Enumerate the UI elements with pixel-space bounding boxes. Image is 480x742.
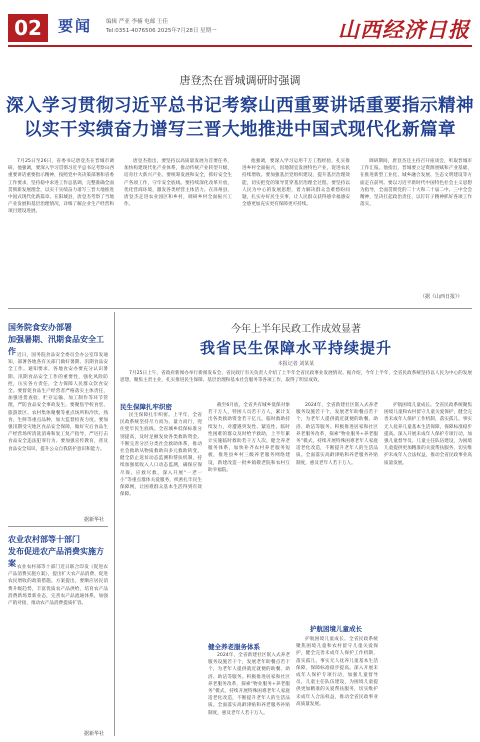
lead-paragraph: 他强调，要深入学习运用千万工程经验，扎实推进乡村全面振兴，因地制宜发展特色产业，促进农民持续增收。要加强基层党组织建设，提升基层治理效能，切实把党的领导贯穿基层治理全过程。要坚持以人民为中心的发展思想，着力解决群众急难愁盼问题，扎实办好民生实事，让人民群众获得感幸福感安全感更加充实更有保障更可持续。 <box>242 159 350 208</box>
main-paragraph: 护航困境儿童成长。全省民政系统聚焦困境儿童和农村留守儿童关爱保护，健全完善未成年人保护工作机制，落实孤儿、事实无人抚养儿童基本生活保障，保障标准稳步提高。深入开展未成年人保护专项行动，加强儿童督导员、儿童主任队伍建设，为困境儿童提供更加精准的关爱帮扶服务，切实维护未成年人合法权益，推动全省民政事业高质量发展。 <box>384 403 472 466</box>
editor-line: 编辑 严亚 李楠 电邮 王佳 <box>106 19 168 25</box>
lead-kicker: 唐登杰在晋城调研时强调 <box>179 74 301 87</box>
main-column-4 <box>384 402 472 728</box>
left-story-1-headline-1: 国务院食安办部署 <box>8 323 72 332</box>
main-paragraph: 2024年，全省新建社区嵌入式养老服务设施若干个，发展老年助餐点若干个，为老年人提供就近就便的助餐、助浴、助洁等服务。积极推进居家和社区养老服务改革，探索“物业服务+养老服务”模式，持续开展特殊困难老年人家庭适老化改造，不断提升老年人的生活品质。全面落实高龄津贴和养老服务补贴制度，惠及老年人若干万人。 <box>208 653 290 716</box>
main-subhead-3: 护航困境儿童成长 <box>310 625 362 633</box>
page-number: 02 <box>8 14 48 42</box>
main-column-2b <box>208 652 290 728</box>
left-divider <box>8 526 108 527</box>
lead-column-3 <box>242 158 350 303</box>
left-story-1-credit: 据新华社 <box>84 517 105 523</box>
lead-headline-2: 以实干实绩奋力谱写三晋大地推进中国式现代化新篇章 <box>24 120 456 140</box>
main-column-3 <box>296 402 378 620</box>
main-column-3b <box>296 636 378 728</box>
lead-paragraph: 调研期间，唐登杰还主持召开座谈会，听取晋城市工作汇报。他指出，晋城要立足资源禀赋和产业基础，在推进新型工业化、城乡融合发展、生态文明建设等方面走在前列。要以习近平新时代中国特色社会主义思想为指导，全面贯彻党的二十大和二十届二中、三中全会精神，坚决扛起政治责任，以钉钉子精神抓好各项工作落实。 <box>360 159 472 208</box>
left-story-1-body <box>8 352 108 514</box>
lead-headline-1: 深入学习贯彻习近平总书记考察山西重要讲话重要指示精神 <box>6 96 474 116</box>
left-story-1-paragraph: 近日，国务院食品安全委员会办公室印发通知，部署各地各有关部门做好暑期、汛期食品安全工作。通知要求，各地食安办要充分认识暑期、汛期食品安全工作的重要性，强化风险防控，压实各方责任，全力保障人民群众饮食安全。要督促食品生产经营者严格落实主体责任，加强进货查验、贮存运输、加工制作等环节管理，严防食品安全事故发生。要聚焦学校食堂、旅游景区、农村集体聚餐等重点场所和冷饮、熟食、生鲜等重点品种，加大监督检查力度。要加强汛期受灾地区食品安全保障，做好灾后食品生产经营场所清洗消毒和复工复产指导，严厉打击食品安全违法犯罪行为。要加强宣传教育，普及食品安全知识，提升公众自我防护意识和能力。 <box>8 353 108 452</box>
lead-source: （据《山西日报》） <box>420 294 463 300</box>
main-subhead-1: 民生保障扎牢织密 <box>120 403 172 411</box>
main-column-1 <box>120 412 202 728</box>
main-intro <box>120 370 472 400</box>
vertical-divider <box>114 312 115 736</box>
main-paragraph: 护航困境儿童成长。全省民政系统聚焦困境儿童和农村留守儿童关爱保护，健全完善未成年人保护工作机制，落实孤儿、事实无人抚养儿童基本生活保障，保障标准稳步提高。深入开展未成年人保护专项行动，加强儿童督导员、儿童主任队伍建设，为困境儿童提供更加精准的关爱帮扶服务，切实维护未成年人合法权益，推动全省民政事业高质量发展。 <box>296 637 378 707</box>
lead-column-1 <box>8 158 114 303</box>
main-paragraph: 截至6月底，全省共有城乡低保对象若干万人，特困人员若干万人，累计支出各类救助资金若干亿元。临时救助持续发力，对遭遇突发性、紧迫性、临时性困难的群众及时给予救助，上半年累计实施临时救助若干万人次。健全养老服务体系，加快补齐农村养老服务短板，推进县乡村三级养老服务网络建设，新建改造一批乡镇敬老院和农村互助幸福院。 <box>208 403 290 473</box>
left-story-1-headline-2: 加强暑期、汛期食品安全工作 <box>8 335 104 356</box>
lead-column-4 <box>360 158 472 288</box>
date-line: Tel:0351-4076506 2025年7月28日 星期一 <box>106 28 217 34</box>
left-story-2-headline-1: 农业农村部等十部门 <box>8 535 80 544</box>
lead-paragraph: 唐登杰指出，要坚持以高质量发展为首要任务，加快构建现代化产业体系，推动传统产业转型升级，培育壮大新兴产业。要统筹发展和安全，抓好安全生产各项工作，守牢安全底线。要持续深化改革开放，优化营商环境，激发各类经营主体活力。在泽州县，唐登杰走进农业园区和乡村，调研乡村全面振兴工作。 <box>124 159 232 208</box>
left-story-2-credit: 据新华社 <box>84 731 105 737</box>
main-paragraph: 2024年，全省新建社区嵌入式养老服务设施若干个，发展老年助餐点若干个，为老年人提供就近就便的助餐、助浴、助洁等服务。积极推进居家和社区养老服务改革，探索“物业服务+养老服务”模式，持续开展特殊困难老年人家庭适老化改造，不断提升老年人的生活品质。全面落实高龄津贴和养老服务补贴制度，惠及老年人若干万人。 <box>296 403 378 466</box>
lead-column-2 <box>124 158 232 303</box>
left-story-2-paragraph: 农业农村部等十部门近日联合印发《促进农产品消费实施方案》，提出扩大农产品消费、促进农民增收的政策措施。方案提出，要顺应居民消费升级趋势，丰富优质农产品供给，培育农产品消费新场景新业态，完善农产品流通体系，加强产销对接，推动农产品消费提质扩容。 <box>8 565 108 607</box>
main-column-2 <box>208 402 290 638</box>
main-paragraph: 民生保障扎牢织密。上半年，全省民政系统坚持尽力而为、量力而行，兜住兜牢民生底线。全省城乡低保标准分别提高，及时足额发放各类救助资金。不断完善分层分类社会救助体系，推动社会救助从物质救助向多元救助转变，健全防止返贫动态监测和帮扶机制，持续加强低收入人口动态监测，确保应保尽保、应救尽救。深入开展“一老一小”等重点群体关爱服务，织密扎牢民生保障网，让困难群众基本生活得到有效保障。 <box>120 413 202 498</box>
header-rule <box>8 45 472 47</box>
masthead-logo: 山西经济日报 <box>338 17 470 42</box>
main-kicker: 今年上半年民政工作成效显著 <box>231 324 361 335</box>
page-header <box>8 14 472 44</box>
lead-paragraph: 7月25日至26日，省委书记唐登杰在晋城市调研。他强调，要深入学习贯彻习近平总书记考察山西重要讲话重要指示精神，按照党中央决策部署和省委工作要求，坚持稳中求进工作总基调，完整准确全面贯彻新发展理念，以实干实绩奋力谱写三晋大地推进中国式现代化新篇章。在阳城县，唐登杰考察了当地产业发展和基层治理情况，详细了解企业生产经营和项目建设进展。 <box>8 159 114 215</box>
main-headline: 我省民生保障水平持续提升 <box>199 339 392 357</box>
section-title: 要闻 <box>58 17 93 35</box>
left-story-2-headline-2: 发布促进农产品消费实施方案 <box>8 547 104 568</box>
main-byline: 本报记者 刘某某 <box>277 361 315 367</box>
left-story-2-body <box>8 564 108 728</box>
main-subhead-2: 健全养老服务体系 <box>208 643 260 651</box>
main-intro-paragraph: 7月25日上午，省政府新闻办举行新闻发布会，省民政厅有关负责人介绍了上半年全省民政事业发展情况。据介绍，今年上半年，全省民政系统坚持以人民为中心的发展思想，聚焦主责主业，扎实推进民生保障、基层治理和基本社会服务等各项工作，取得了明显成效。 <box>120 371 472 384</box>
section-divider <box>8 308 472 309</box>
